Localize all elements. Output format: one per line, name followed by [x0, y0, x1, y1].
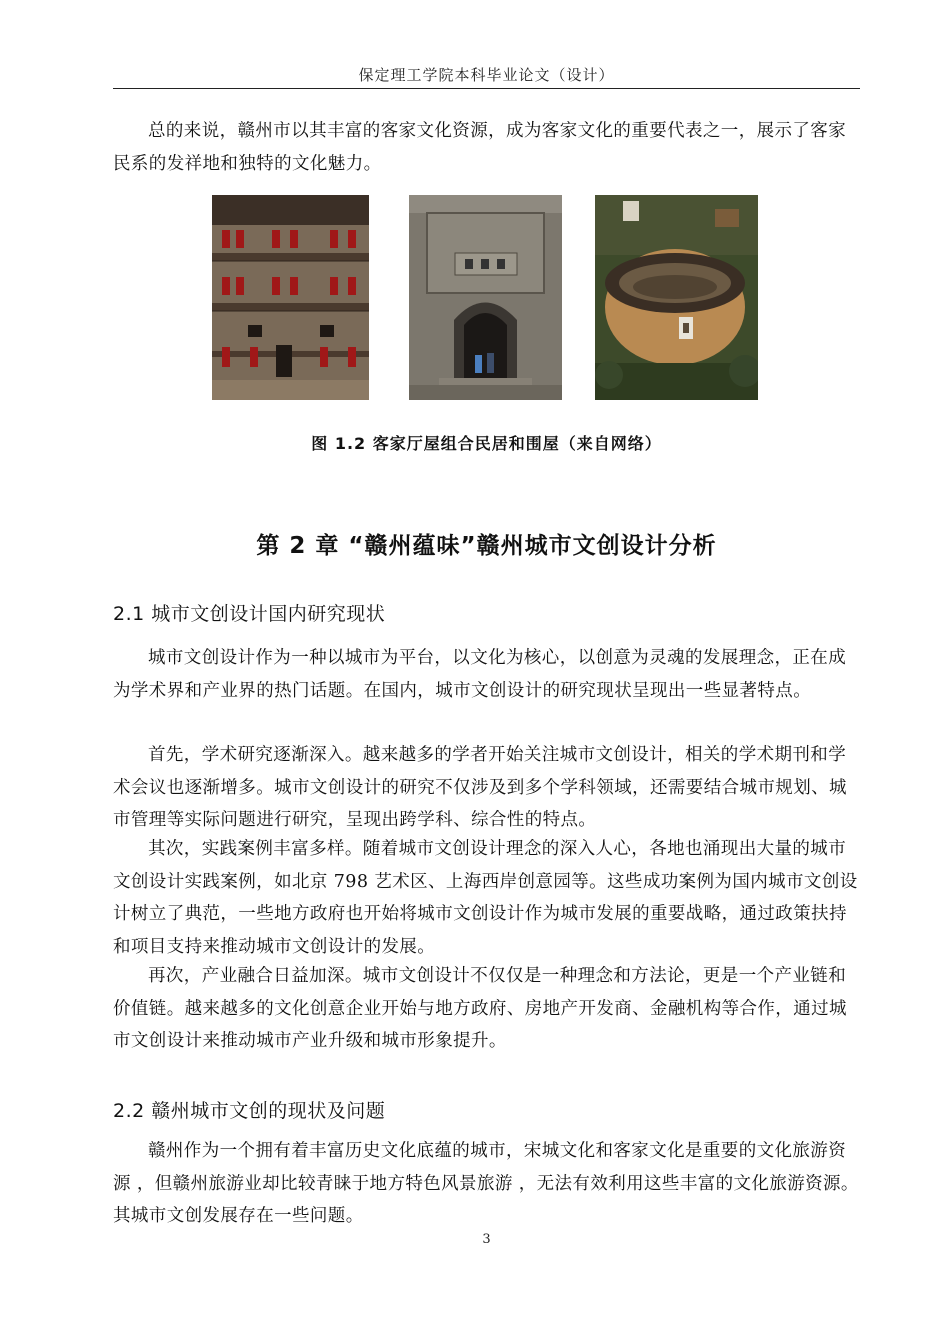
- photo-hakka-multi-storey-house: [212, 195, 369, 400]
- header-rule: [113, 88, 860, 89]
- chapter-title: 第 2 章 “赣州蕴味”赣州城市文创设计分析: [256, 533, 717, 559]
- section-2-2-paragraph: 赣州作为一个拥有着丰富历史文化底蕴的城市，宋城文化和客家文化是重要的文化旅游资源 ，但赣州旅游业却比较青睐于地方特色风景旅游 ，无法有效利用这些丰富的文化旅游资源。其城市文创发展存在一些问题。: [113, 1141, 859, 1227]
- figure-caption: 图 1.2 客家厅屋组合民居和围屋（来自网络）: [311, 434, 662, 453]
- section-2-1-paragraph: 再次，产业融合日益加深。城市文创设计不仅仅是一种理念和方法论，更是一个产业链和价值链。越来越多的文化创意企业开始与地方政府、房地产开发商、金融机构等合作，通过城市文创设计来推动城市产业升级和城市形象提升。: [113, 966, 847, 1052]
- section-2-1-paragraph: 首先，学术研究逐渐深入。越来越多的学者开始关注城市文创设计，相关的学术期刊和学术会议也逐渐增多。城市文创设计的研究不仅涉及到多个学科领域，还需要结合城市规划、城市管理等实际问题进行研究，呈现出跨学科、综合性的特点。: [113, 745, 847, 831]
- photo-hakka-round-walled-house: [595, 195, 758, 400]
- section-heading-2-2: 2.2 赣州城市文创的现状及问题: [113, 1100, 386, 1122]
- section-2-1-paragraph: 其次，实践案例丰富多样。随着城市文创设计理念的深入人心，各地也涌现出大量的城市文创设计实践案例，如北京 798 艺术区、上海西岸创意园等。这些成功案例为国内城市文创设计树立了典范，一些地方政府也开始将城市文创设计作为城市发展的重要战略，通过政策扶持和项目支持来推动城市文创设计的发展。: [113, 839, 858, 957]
- photo-hakka-hall-gate: [409, 195, 562, 400]
- figure-1-2: [212, 195, 758, 400]
- page-number: 3: [482, 1232, 491, 1247]
- intro-paragraph: 总的来说，赣州市以其丰富的客家文化资源，成为客家文化的重要代表之一，展示了客家民系的发祥地和独特的文化魅力。: [113, 121, 847, 174]
- section-2-1-paragraph: 城市文创设计作为一种以城市为平台，以文化为核心，以创意为灵魂的发展理念，正在成为学术界和产业界的热门话题。在国内，城市文创设计的研究现状呈现出一些显著特点。: [113, 648, 847, 701]
- section-heading-2-1: 2.1 城市文创设计国内研究现状: [113, 603, 386, 625]
- running-header: 保定理工学院本科毕业论文（设计）: [358, 66, 615, 84]
